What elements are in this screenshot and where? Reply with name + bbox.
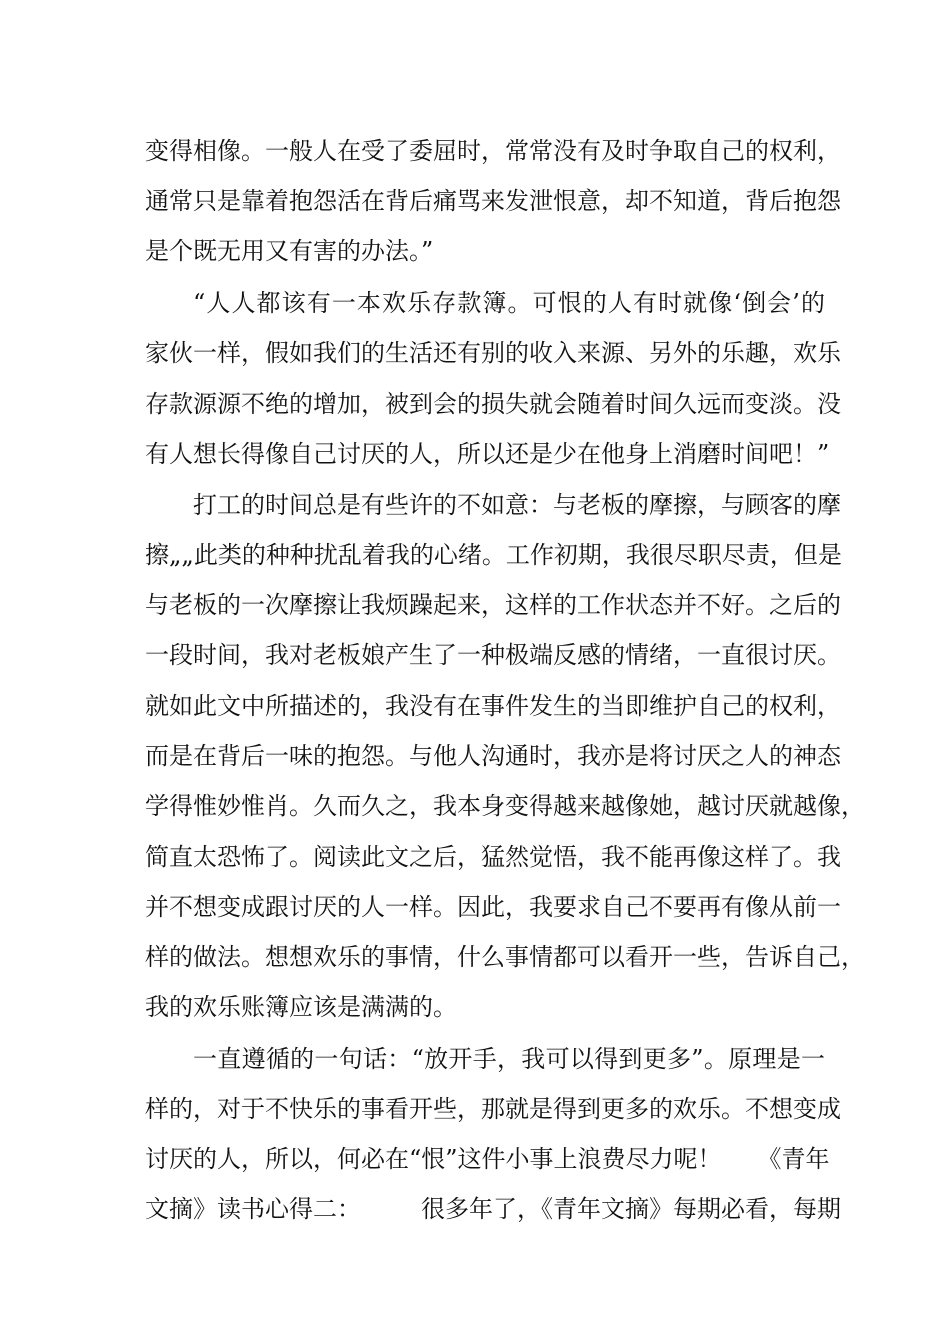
text-line: 讨厌的人，所以，何必在“恨”这件小事上浪费尽力呢！ 《青年 [145,1145,830,1173]
text-line: 通常只是靠着抱怨活在背后痛骂来发泄恨意，却不知道，背后抱怨 [145,187,841,215]
text-line: 变得相像。一般人在受了委屈时，常常没有及时争取自己的权利， [145,137,841,165]
text-line: 学得惟妙惟肖。久而久之，我本身变得越来越像她，越讨厌就越像， [145,792,865,820]
text-line: 就如此文中所描述的，我没有在事件发生的当即维护自己的权利， [145,692,841,720]
text-line: 文摘》读书心得二： 很多年了，《青年文摘》每期必看，每期 [145,1195,841,1223]
text-line: 家伙一样，假如我们的生活还有别的收入来源、另外的乐趣，欢乐 [145,339,841,367]
text-line: 而是在背后一味的抱怨。与他人沟通时，我亦是将讨厌之人的神态 [145,742,841,770]
text-line: 存款源源不绝的增加，被到会的损失就会随着时间久远而变淡。没 [145,390,841,418]
text-line: 我的欢乐账簿应该是满满的。 [145,993,457,1021]
paragraph-first-line: 打工的时间总是有些许的不如意：与老板的摩擦，与顾客的摩 [193,491,841,519]
text-line: 有人想长得像自己讨厌的人，所以还是少在他身上消磨时间吧！” [145,440,830,468]
text-line: 是个既无用又有害的办法。” [145,237,434,265]
paragraph-first-line: 一直遵循的一句话：“放开手，我可以得到更多”。原理是一 [193,1045,825,1073]
text-line: 一段时间，我对老板娘产生了一种极端反感的情绪，一直很讨厌。 [145,641,841,669]
text-line: 简直太恐怖了。阅读此文之后，猛然觉悟，我不能再像这样了。我 [145,843,841,871]
text-line: 擦„„此类的种种扰乱着我的心绪。工作初期，我很尽职尽责，但是 [145,541,842,569]
text-line: 样的，对于不快乐的事看开些，那就是得到更多的欢乐。不想变成 [145,1095,841,1123]
paragraph-first-line: “人人都该有一本欢乐存款簿。可恨的人有时就像‘倒会’的 [193,289,825,317]
text-line: 样的做法。想想欢乐的事情，什么事情都可以看开一些，告诉自己， [145,943,865,971]
text-line: 与老板的一次摩擦让我烦躁起来，这样的工作状态并不好。之后的 [145,591,841,619]
text-line: 并不想变成跟讨厌的人一样。因此，我要求自己不要再有像从前一 [145,893,841,921]
